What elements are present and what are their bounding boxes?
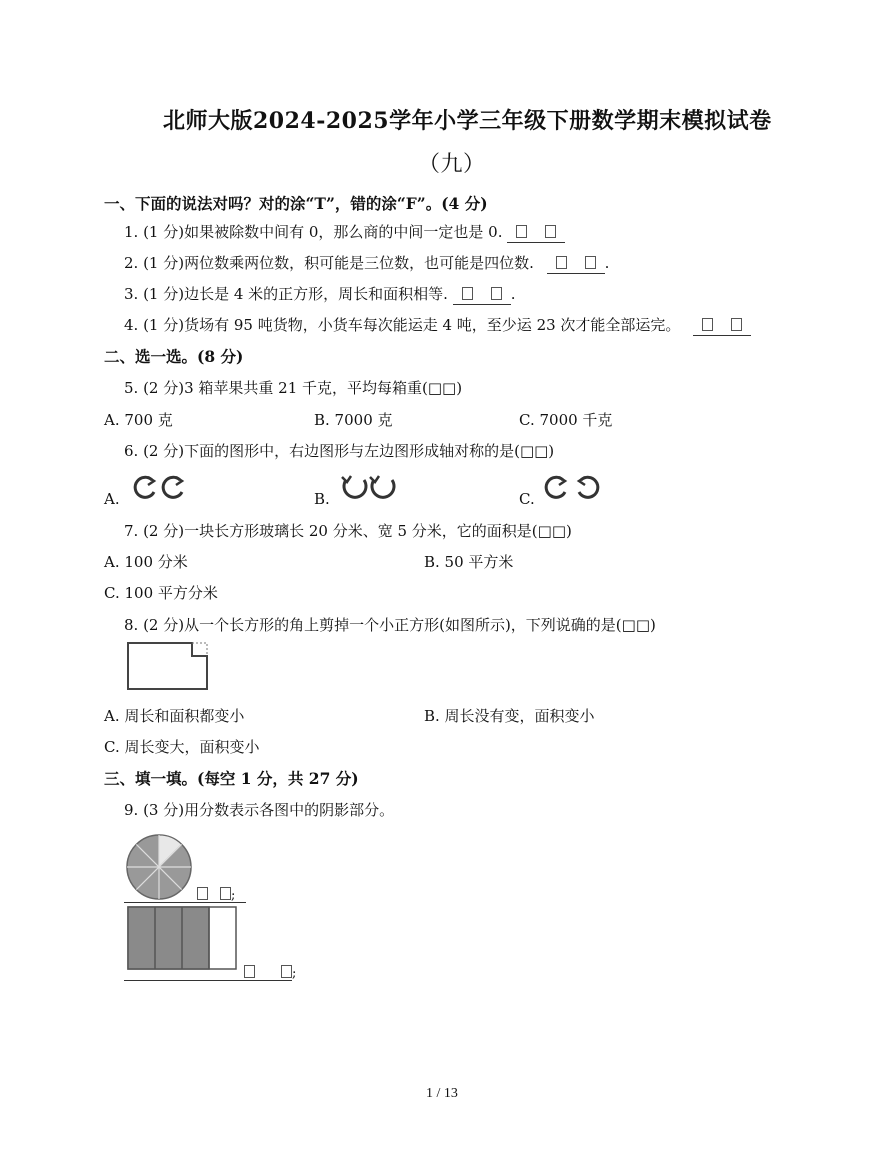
q9-answer-blank-1[interactable] xyxy=(197,887,235,904)
section-1-heading: 一、下面的说法对吗？对的涂“T”，错的涂“F”。(4 分) xyxy=(104,194,488,213)
page-number: 1 / 13 xyxy=(426,1086,458,1101)
answer-blank-1[interactable] xyxy=(507,225,565,243)
answer-blank-2[interactable] xyxy=(547,256,605,274)
q9-figure-circle xyxy=(124,832,194,902)
question-6-text: 6. (2 分)下面的图形中，右边图形与左边图形成轴对称的是(□□) xyxy=(124,442,555,460)
q5-option-a[interactable]: A. 700 克 xyxy=(104,411,173,429)
q8-option-b[interactable]: B. 周长没有变，面积变小 xyxy=(424,707,595,725)
answer-blank-3[interactable] xyxy=(453,287,511,305)
q6-option-b[interactable]: B. xyxy=(314,490,330,508)
q9-blank-1-semicolon: ; xyxy=(231,888,236,903)
doc-title-sub: （九） xyxy=(418,152,486,177)
q5-option-c[interactable]: C. 7000 千克 xyxy=(519,411,613,429)
q5-option-b[interactable]: B. 7000 克 xyxy=(314,411,393,429)
q6-figure-a xyxy=(128,472,188,502)
q9-blank-2-semicolon: ; xyxy=(292,966,297,981)
doc-title: 北师大版2024-2025学年小学三年级下册数学期末模拟试卷 xyxy=(163,108,772,134)
section-2-heading: 二、选一选。(8 分) xyxy=(104,347,244,366)
q7-option-a[interactable]: A. 100 分米 xyxy=(104,553,188,571)
q8-option-a[interactable]: A. 周长和面积都变小 xyxy=(104,707,245,725)
question-2 xyxy=(124,252,609,274)
question-1-text: 1. (1 分)如果被除数中间有 0，那么商的中间一定也是 0. xyxy=(124,223,503,241)
question-7-text: 7. (2 分)一块长方形玻璃长 20 分米、宽 5 分米，它的面积是(□□) xyxy=(124,522,572,540)
answer-blank-4[interactable] xyxy=(693,318,751,336)
question-8-text: 8. (2 分)从一个长方形的角上剪掉一个小正方形(如图所示)，下列说确的是(□□) xyxy=(124,616,656,634)
section-3-heading: 三、填一填。(每空 1 分，共 27 分) xyxy=(104,769,359,788)
question-3 xyxy=(124,283,516,305)
q9-answer-blank-2[interactable] xyxy=(244,965,296,982)
q6-figure-c xyxy=(543,472,603,502)
question-2-text: 2. (1 分)两位数乘两位数，积可能是三位数，也可能是四位数. xyxy=(124,254,534,272)
q6-option-c[interactable]: C. xyxy=(519,490,535,508)
question-3-period: . xyxy=(510,285,516,303)
q8-figure-cut-rectangle xyxy=(126,640,212,692)
question-5-text: 5. (2 分)3 箱苹果共重 21 千克，平均每箱重(□□) xyxy=(124,379,463,397)
question-4-text: 4. (1 分)货场有 95 吨货物，小货车每次能运走 4 吨，至少运 23 次才能全部运完。 xyxy=(124,316,681,334)
q8-option-c[interactable]: C. 周长变大，面积变小 xyxy=(104,738,260,756)
q6-figure-b xyxy=(338,472,398,502)
question-2-period: . xyxy=(604,254,610,272)
q7-option-c[interactable]: C. 100 平方分米 xyxy=(104,584,218,602)
question-1 xyxy=(124,221,565,243)
question-9-text: 9. (3 分)用分数表示各图中的阴影部分。 xyxy=(124,801,395,819)
q6-option-a[interactable]: A. xyxy=(104,490,120,508)
question-4 xyxy=(124,314,751,336)
question-3-text: 3. (1 分)边长是 4 米的正方形，周长和面积相等. xyxy=(124,285,448,303)
q7-option-b[interactable]: B. 50 平方米 xyxy=(424,553,514,571)
q9-figure-rectangle xyxy=(127,906,239,970)
